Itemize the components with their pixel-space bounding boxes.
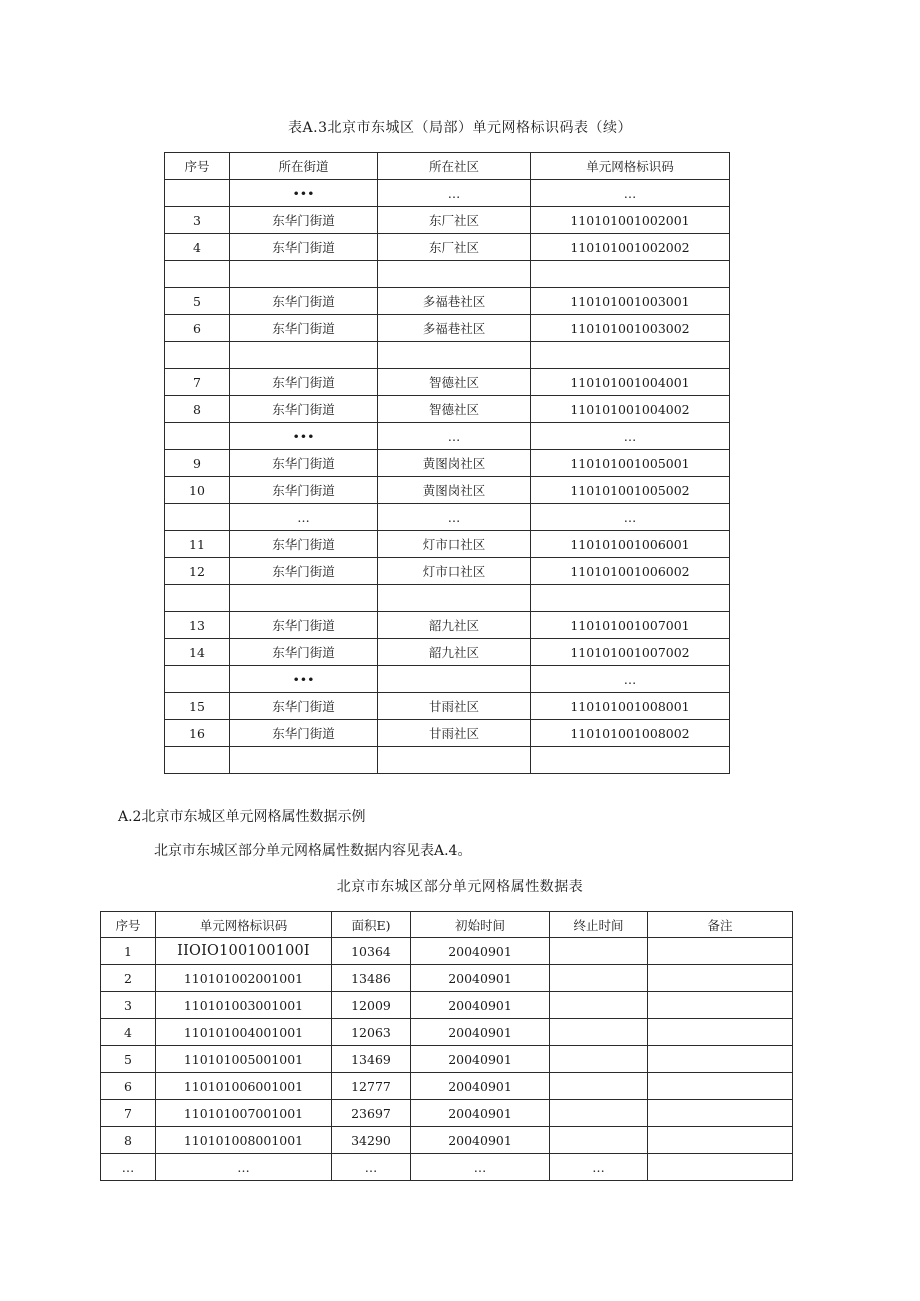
table-cell (550, 965, 648, 992)
table-cell: 智德社区 (378, 396, 531, 423)
table-cell: 东华门街道 (230, 531, 378, 558)
table-cell: 110101001004001 (531, 369, 730, 396)
table-row (165, 234, 730, 261)
table-cell (378, 261, 531, 288)
table-cell (550, 1046, 648, 1073)
table-cell (378, 342, 531, 369)
table-cell (531, 261, 730, 288)
table-cell: 110101001006002 (531, 558, 730, 585)
table-cell (648, 992, 793, 1019)
table-row (165, 180, 730, 207)
table-cell: 12009 (332, 992, 411, 1019)
table-cell: 110101001005002 (531, 477, 730, 504)
table-cell: 15 (165, 693, 230, 720)
table-cell: 1 (101, 938, 156, 965)
table-cell: 110101001007001 (531, 612, 730, 639)
table-cell (378, 747, 531, 774)
table-row (101, 938, 793, 965)
column-header: 序号 (101, 912, 156, 938)
table-cell: 13 (165, 612, 230, 639)
table-cell: 20040901 (411, 1100, 550, 1127)
table-cell: 3 (165, 207, 230, 234)
column-header: 单元网格标识码 (531, 153, 730, 180)
table-cell: … (411, 1154, 550, 1181)
table-cell: 110101001007002 (531, 639, 730, 666)
table-cell (531, 342, 730, 369)
table-cell: 6 (165, 315, 230, 342)
table-cell: 甘雨社区 (378, 693, 531, 720)
table-cell: 5 (165, 288, 230, 315)
table-row (165, 666, 730, 693)
table-cell: 韶九社区 (378, 612, 531, 639)
table-cell: … (550, 1154, 648, 1181)
table-cell: 东华门街道 (230, 612, 378, 639)
column-header: 所在街道 (230, 153, 378, 180)
column-header: 单元网格标识码 (156, 912, 332, 938)
table-row (165, 450, 730, 477)
table-cell: 110101001003002 (531, 315, 730, 342)
table-cell: 智德社区 (378, 369, 531, 396)
table-header-row (165, 153, 730, 180)
table-cell: 10364 (332, 938, 411, 965)
table-cell (648, 1073, 793, 1100)
column-header: 所在社区 (378, 153, 531, 180)
table-cell: … (378, 423, 531, 450)
table-cell: 13469 (332, 1046, 411, 1073)
table-cell: 8 (165, 396, 230, 423)
table-cell: ••• (230, 423, 378, 450)
table-cell: 东厂社区 (378, 234, 531, 261)
table-cell: 东华门街道 (230, 315, 378, 342)
column-header: 序号 (165, 153, 230, 180)
table-cell: 7 (101, 1100, 156, 1127)
table-cell: 2 (101, 965, 156, 992)
table-cell: 7 (165, 369, 230, 396)
table-cell: 多福巷社区 (378, 315, 531, 342)
table-cell: 甘雨社区 (378, 720, 531, 747)
column-header: 初始时间 (411, 912, 550, 938)
table-row (165, 639, 730, 666)
table-cell (165, 180, 230, 207)
table-cell: 20040901 (411, 992, 550, 1019)
table-cell: 5 (101, 1046, 156, 1073)
table-row (101, 1046, 793, 1073)
table-cell: 110101003001001 (156, 992, 332, 1019)
table-cell: … (531, 180, 730, 207)
column-header: 终止时间 (550, 912, 648, 938)
table-cell: 黄图岗社区 (378, 450, 531, 477)
table-row (101, 1154, 793, 1181)
table-cell: 灯市口社区 (378, 558, 531, 585)
table-cell (648, 938, 793, 965)
table-cell: 12 (165, 558, 230, 585)
table-cell: 16 (165, 720, 230, 747)
table-cell: 13486 (332, 965, 411, 992)
table-row (165, 531, 730, 558)
table-cell: 东厂社区 (378, 207, 531, 234)
table-cell: 东华门街道 (230, 477, 378, 504)
table-cell (550, 992, 648, 1019)
table-row (165, 342, 730, 369)
table-cell: 110101001006001 (531, 531, 730, 558)
table-cell: ••• (230, 180, 378, 207)
table-row (165, 612, 730, 639)
table-cell (648, 965, 793, 992)
table-a4-caption: 北京市东城区部分单元网格属性数据表 (336, 879, 584, 895)
table-row (165, 315, 730, 342)
table-cell (165, 342, 230, 369)
table-cell (648, 1154, 793, 1181)
table-cell: 多福巷社区 (378, 288, 531, 315)
table-cell: 6 (101, 1073, 156, 1100)
table-row (101, 1100, 793, 1127)
table-header-row (101, 912, 793, 938)
table-cell: 东华门街道 (230, 558, 378, 585)
table-cell: 110101001005001 (531, 450, 730, 477)
table-cell (378, 666, 531, 693)
table-cell: 灯市口社区 (378, 531, 531, 558)
table-cell: 黄图岗社区 (378, 477, 531, 504)
table-cell (550, 1127, 648, 1154)
table-row (165, 288, 730, 315)
table-cell (230, 342, 378, 369)
table-cell: 20040901 (411, 965, 550, 992)
table-cell: 12777 (332, 1073, 411, 1100)
table-row (101, 1127, 793, 1154)
table-row (165, 423, 730, 450)
table-cell: … (531, 423, 730, 450)
table-cell: … (531, 666, 730, 693)
table-cell (165, 666, 230, 693)
table-cell (531, 747, 730, 774)
table-cell: 东华门街道 (230, 720, 378, 747)
table-cell: 14 (165, 639, 230, 666)
table-cell (165, 504, 230, 531)
table-cell: 110101006001001 (156, 1073, 332, 1100)
table-cell: … (332, 1154, 411, 1181)
table-cell: 20040901 (411, 1019, 550, 1046)
table-cell: 20040901 (411, 938, 550, 965)
table-cell: 34290 (332, 1127, 411, 1154)
grid-code-table (164, 152, 730, 774)
table-cell: 东华门街道 (230, 288, 378, 315)
table-cell: IIOIO100100100I (156, 938, 332, 965)
table-cell: 20040901 (411, 1127, 550, 1154)
table-cell: … (156, 1154, 332, 1181)
table-cell: 8 (101, 1127, 156, 1154)
table-cell: … (230, 504, 378, 531)
section-title: A.2北京市东城区单元网格属性数据示例 (118, 809, 366, 825)
table-cell: 110101005001001 (156, 1046, 332, 1073)
table-cell: 3 (101, 992, 156, 1019)
table-cell: 23697 (332, 1100, 411, 1127)
table-row (101, 965, 793, 992)
table-cell (648, 1100, 793, 1127)
table-row (165, 396, 730, 423)
table-cell (378, 585, 531, 612)
table-cell: 110101001002001 (531, 207, 730, 234)
table-cell (230, 261, 378, 288)
table-row (165, 504, 730, 531)
table-cell: 4 (101, 1019, 156, 1046)
table-cell: 20040901 (411, 1073, 550, 1100)
section-paragraph: 北京市东城区部分单元网格属性数据内容见表A.4。 (154, 843, 472, 859)
table-cell: 韶九社区 (378, 639, 531, 666)
table-cell (165, 423, 230, 450)
table-cell (230, 585, 378, 612)
column-header: 备注 (648, 912, 793, 938)
column-header: 面积E) (332, 912, 411, 938)
table-row (165, 693, 730, 720)
table-cell (550, 1073, 648, 1100)
table-row (165, 261, 730, 288)
table-cell (165, 747, 230, 774)
table-cell: … (378, 504, 531, 531)
table-cell: 20040901 (411, 1046, 550, 1073)
table-cell: 东华门街道 (230, 396, 378, 423)
table-cell: 4 (165, 234, 230, 261)
table-row (165, 585, 730, 612)
table-cell (648, 1019, 793, 1046)
table-cell: 东华门街道 (230, 369, 378, 396)
table-cell: ••• (230, 666, 378, 693)
table-cell: 东华门街道 (230, 207, 378, 234)
table-cell: 东华门街道 (230, 693, 378, 720)
table-cell: 110101001002002 (531, 234, 730, 261)
table-row (165, 477, 730, 504)
table-cell: 110101004001001 (156, 1019, 332, 1046)
table-cell: 东华门街道 (230, 450, 378, 477)
table-cell: 东华门街道 (230, 639, 378, 666)
table-cell: 110101007001001 (156, 1100, 332, 1127)
table-row (165, 558, 730, 585)
table-row (101, 1073, 793, 1100)
table-row (101, 992, 793, 1019)
table-cell (165, 585, 230, 612)
table-cell: 11 (165, 531, 230, 558)
table-row (165, 369, 730, 396)
table-cell (648, 1127, 793, 1154)
table-cell (550, 1019, 648, 1046)
table-cell: 110101001004002 (531, 396, 730, 423)
grid-attribute-table (100, 911, 793, 1181)
table-row (165, 747, 730, 774)
table-cell: 10 (165, 477, 230, 504)
table-cell: 110101001003001 (531, 288, 730, 315)
table-cell (230, 747, 378, 774)
table-cell: 9 (165, 450, 230, 477)
table-cell: … (101, 1154, 156, 1181)
table-cell: 110101001008002 (531, 720, 730, 747)
table-cell (531, 585, 730, 612)
table-cell (165, 261, 230, 288)
table-row (165, 207, 730, 234)
table-cell: 110101001008001 (531, 693, 730, 720)
table-cell: 110101008001001 (156, 1127, 332, 1154)
table-row (165, 720, 730, 747)
table-cell: 12063 (332, 1019, 411, 1046)
table-cell: … (531, 504, 730, 531)
table-cell: 东华门街道 (230, 234, 378, 261)
table-a3-caption: 表A.3北京市东城区（局部）单元网格标识码表（续） (288, 120, 632, 136)
table-row (101, 1019, 793, 1046)
table-cell (648, 1046, 793, 1073)
table-cell: 110101002001001 (156, 965, 332, 992)
table-cell (550, 938, 648, 965)
table-cell (550, 1100, 648, 1127)
table-cell: … (378, 180, 531, 207)
